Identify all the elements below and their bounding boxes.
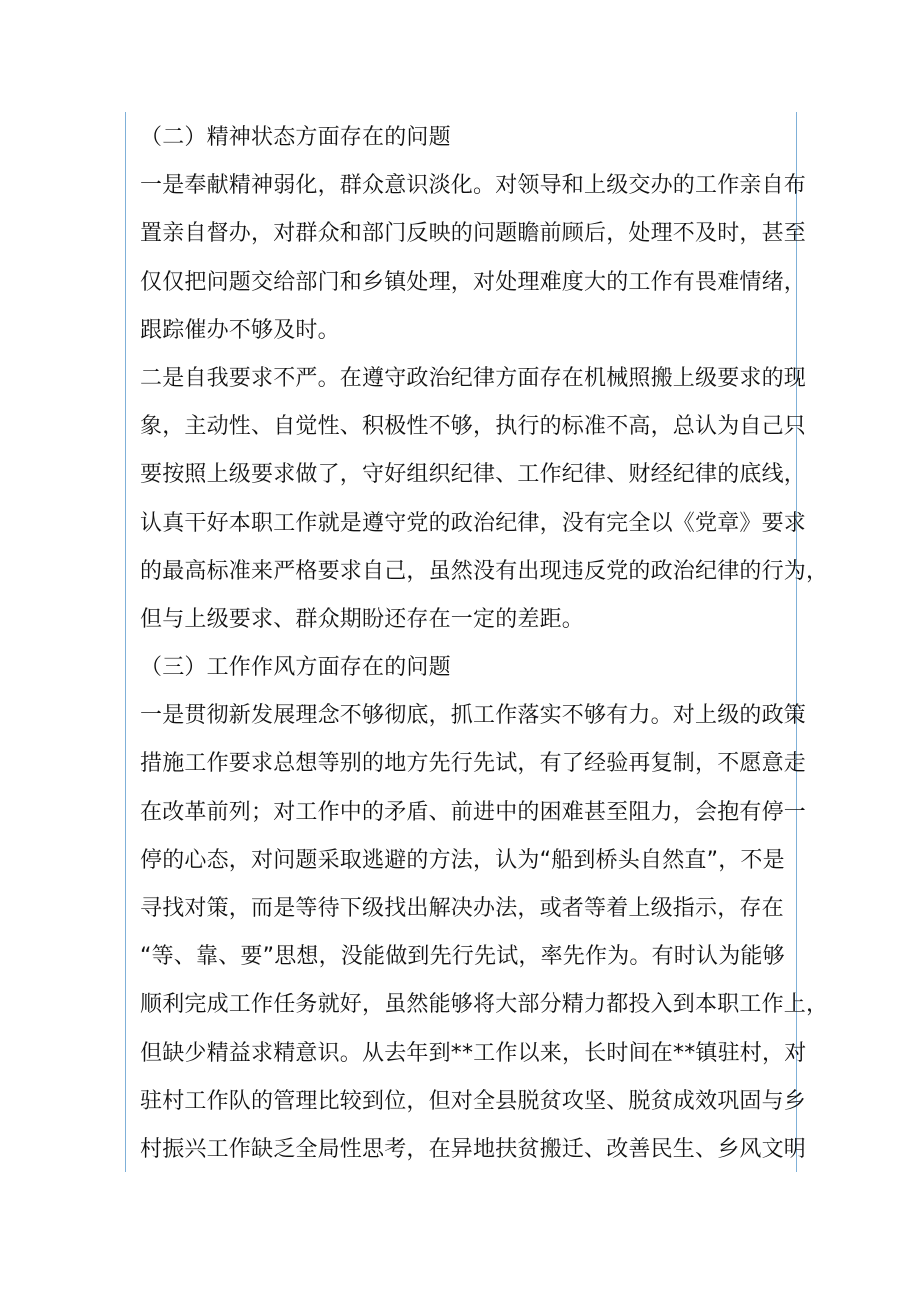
paragraph-line: 置亲自督办，对群众和部门反映的问题瞻前顾后，处理不及时，甚至 — [140, 221, 807, 247]
paragraph-line: 要按照上级要求做了，守好组织纪律、工作纪律、财经纪律的底线， — [140, 462, 807, 488]
paragraph-line: 村振兴工作缺乏全局性思考，在异地扶贫搬迁、改善民生、乡风文明 — [140, 1136, 807, 1162]
paragraph-line: 跟踪催办不够及时。 — [140, 317, 340, 343]
paragraph-line: “等、靠、要”思想，没能做到先行先试，率先作为。有时认为能够 — [140, 944, 785, 970]
section-heading-workstyle: （三）工作作风方面存在的问题 — [140, 655, 451, 681]
paragraph-line: 顺利完成工作任务就好，虽然能够将大部分精力都投入到本职工作上， — [140, 992, 829, 1018]
paragraph-line: 仅仅把问题交给部门和乡镇处理，对处理难度大的工作有畏难情绪， — [140, 269, 807, 295]
paragraph-line: 认真干好本职工作就是遵守党的政治纪律，没有完全以《党章》要求 — [140, 510, 807, 536]
left-margin-line — [125, 112, 126, 1172]
paragraph-line: 停的心态，对问题采取逃避的方法，认为“船到桥头自然直”，不是 — [140, 847, 785, 873]
paragraph-line: 驻村工作队的管理比较到位，但对全县脱贫攻坚、脱贫成效巩固与乡 — [140, 1088, 807, 1114]
paragraph-line: 的最高标准来严格要求自己，虽然没有出现违反党的政治纪律的行为， — [140, 558, 829, 584]
paragraph-line: 在改革前列；对工作中的矛盾、前进中的困难甚至阻力，会抱有停一 — [140, 799, 807, 825]
paragraph-line: 象，主动性、自觉性、积极性不够，执行的标准不高，总认为自己只 — [140, 414, 807, 440]
document-body — [140, 114, 829, 1174]
paragraph-line: 但缺少精益求精意识。从去年到**工作以来，长时间在**镇驻村，对 — [140, 1040, 807, 1066]
paragraph-line: 一是贯彻新发展理念不够彻底，抓工作落实不够有力。对上级的政策 — [140, 703, 807, 729]
paragraph-line: 但与上级要求、群众期盼还存在一定的差距。 — [140, 606, 585, 632]
paragraph-line: 措施工作要求总想等别的地方先行先试，有了经验再复制，不愿意走 — [140, 751, 807, 777]
paragraph-line: 一是奉献精神弱化，群众意识淡化。对领导和上级交办的工作亲自布 — [140, 173, 807, 199]
paragraph-line: 寻找对策，而是等待下级找出解决办法，或者等着上级指示，存在 — [140, 896, 784, 921]
paragraph-line: 二是自我要求不严。在遵守政治纪律方面存在机械照搬上级要求的现 — [140, 365, 807, 391]
section-heading-spirit: （二）精神状态方面存在的问题 — [140, 125, 451, 150]
